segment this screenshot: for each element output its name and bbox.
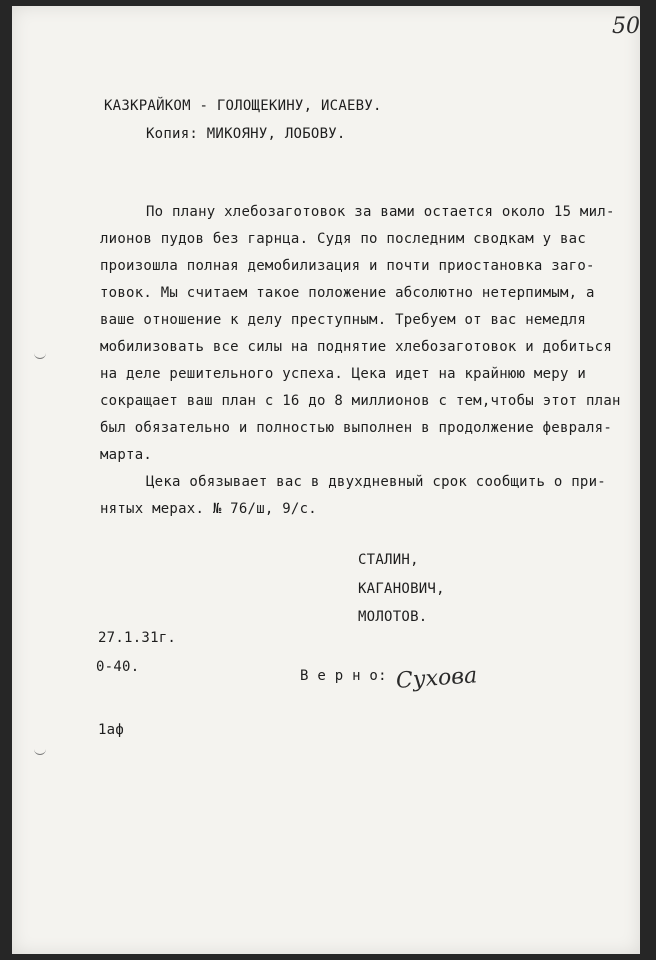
body-line: произошла полная демобилизация и почти приостановка заго-: [100, 258, 595, 274]
body-line: сокращает ваш план с 16 до 8 миллионов с тем,чтобы этот план: [100, 393, 621, 409]
document-date: 27.1.31г.: [98, 630, 177, 646]
body-line: товок. Мы считаем такое положение абсолютно нетерпимым, а: [100, 285, 595, 301]
signatory: СТАЛИН,: [358, 552, 419, 568]
page-number: 50: [612, 14, 640, 39]
body-line: марта.: [100, 447, 153, 463]
body-line: на деле решительного успеха. Цека идет на крайнюю меру и: [100, 366, 587, 382]
body-line: лионов пудов без гарнца. Судя по последним сводкам у вас: [100, 231, 587, 247]
address-copy: Копия: МИКОЯНУ, ЛОБОВУ.: [146, 126, 346, 142]
signatory: МОЛОТОВ.: [358, 609, 428, 625]
address-to: КАЗКРАЙКОМ - ГОЛОЩЕКИНУ, ИСАЕВУ.: [104, 98, 382, 114]
document-page: [12, 6, 640, 954]
margin-mark: [34, 748, 46, 755]
footer-mark: 1аф: [98, 722, 125, 738]
body-line: нятых мерах. № 76/ш, 9/с.: [100, 501, 317, 517]
body-line: Цека обязывает вас в двухдневный срок сообщить о при-: [146, 474, 606, 490]
body-line: мобилизовать все силы на поднятие хлебозаготовок и добиться: [100, 339, 613, 355]
document-code: 0-40.: [96, 659, 140, 675]
body-line: ваше отношение к делу преступным. Требуем от вас немедля: [100, 312, 587, 328]
verified-label: В е р н о:: [300, 668, 387, 684]
margin-mark: [34, 352, 46, 359]
body-line: По плану хлебозаготовок за вами остается около 15 мил-: [146, 204, 615, 220]
body-line: был обязательно и полностью выполнен в продолжение февраля-: [100, 420, 613, 436]
signatory: КАГАНОВИЧ,: [358, 581, 445, 597]
verified-signature: Сухова: [395, 663, 478, 694]
